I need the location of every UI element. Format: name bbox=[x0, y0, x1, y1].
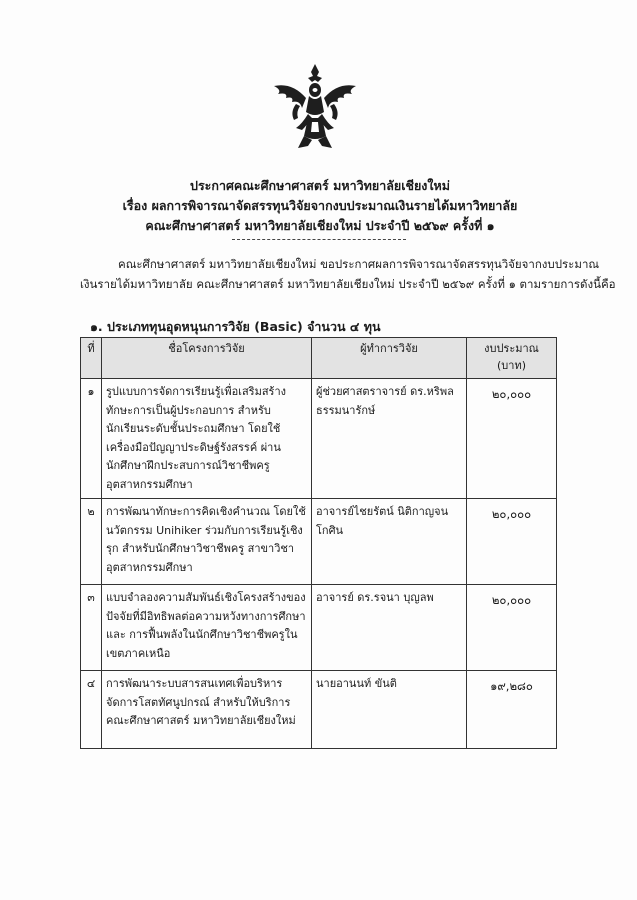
budget-cell bbox=[467, 671, 557, 749]
budget-cell bbox=[467, 585, 557, 671]
divider-rule bbox=[232, 239, 406, 240]
project-title: รูปแบบการจัดการเรียนรู้เพื่อเสริมสร้างทักษะการเป็นผู้ประกอบการ สำหรับนักเรียนระดับชั้นประถมศึกษา โดยใช้เครื่องมือปัญญาประดิษฐ์รังสรรค์ ผ่านนักศึกษาฝึกประสบการณ์วิชาชีพครูอุตสาหกรรมศึกษา bbox=[102, 379, 312, 499]
row-number: ๓ bbox=[81, 585, 102, 671]
budget-amount: ๒๐,๐๐๐ bbox=[491, 507, 532, 521]
researcher-name: อาจารย์ ดร.รจนา บุญลพ bbox=[312, 585, 467, 671]
announcement-subject-line2: คณะศึกษาศาสตร์ มหาวิทยาลัยเชียงใหม่ ประจำปี ๒๕๖๙ ครั้งที่ ๑ bbox=[145, 218, 495, 233]
grant-table bbox=[80, 337, 557, 749]
section-heading: ๑. ประเภททุนอุดหนุนการวิจัย (Basic) จำนวน ๔ ทุน bbox=[90, 319, 381, 334]
budget-cell bbox=[467, 379, 557, 499]
table-row bbox=[81, 379, 557, 499]
project-title: แบบจำลองความสัมพันธ์เชิงโครงสร้างของปัจจัยที่มีอิทธิพลต่อความหวังทางการศึกษา และ การฟื้นพลังในนักศึกษาวิชาชีพครูในเขตภาคเหนือ bbox=[102, 585, 312, 671]
announcement-subject: เรื่อง ผลการพิจารณาจัดสรรทุนวิจัยจากงบประมาณเงินรายได้มหาวิทยาลัย bbox=[122, 198, 518, 213]
budget-cell bbox=[467, 499, 557, 585]
row-number: ๑ bbox=[81, 379, 102, 499]
budget-amount: ๒๐,๐๐๐ bbox=[491, 593, 532, 607]
header-budget-unit: (บาท) bbox=[497, 359, 526, 372]
header-budget-label: งบประมาณ bbox=[484, 342, 539, 355]
researcher-name: อาจารย์ไชยรัตน์ นิติกาญจนโกศิน bbox=[312, 499, 467, 585]
intro-paragraph-line2: เงินรายได้มหาวิทยาลัย คณะศึกษาศาสตร์ มหาวิทยาลัยเชียงใหม่ ประจำปี ๒๕๖๙ ครั้งที่ ๑ ตามรายการดังนี้คือ bbox=[80, 277, 616, 291]
researcher-name: นายอานนท์ ขันติ bbox=[312, 671, 467, 749]
project-title: การพัฒนาระบบสารสนเทศเพื่อบริหารจัดการโสตทัศนูปกรณ์ สำหรับให้บริการ คณะศึกษาศาสตร์ มหาวิทยาลัยเชียงใหม่ bbox=[102, 671, 312, 749]
table-row bbox=[81, 585, 557, 671]
announcement-title: ประกาศคณะศึกษาศาสตร์ มหาวิทยาลัยเชียงใหม่ bbox=[190, 178, 450, 193]
table-header-row bbox=[81, 338, 557, 379]
header-no: ที่ bbox=[81, 338, 102, 379]
row-number: ๔ bbox=[81, 671, 102, 749]
project-title: การพัฒนาทักษะการคิดเชิงคำนวณ โดยใช้นวัตกรรม Unihiker ร่วมกับการเรียนรู้เชิงรุก สำหรับนักศึกษาวิชาชีพครู สาขาวิชาอุตสาหกรรมศึกษา bbox=[102, 499, 312, 585]
budget-amount: ๑๙,๒๘๐ bbox=[490, 679, 533, 693]
table-row bbox=[81, 671, 557, 749]
table-row bbox=[81, 499, 557, 585]
header-budget bbox=[467, 338, 557, 379]
budget-amount: ๒๐,๐๐๐ bbox=[491, 387, 532, 401]
garuda-emblem-icon bbox=[268, 62, 362, 154]
intro-paragraph-line1: คณะศึกษาศาสตร์ มหาวิทยาลัยเชียงใหม่ ขอประกาศผลการพิจารณาจัดสรรทุนวิจัยจากงบประมาณ bbox=[118, 257, 600, 271]
header-researcher: ผู้ทำการวิจัย bbox=[312, 338, 467, 379]
researcher-name: ผู้ช่วยศาสตราจารย์ ดร.หริพล ธรรมนารักษ์ bbox=[312, 379, 467, 499]
row-number: ๒ bbox=[81, 499, 102, 585]
header-project: ชื่อโครงการวิจัย bbox=[102, 338, 312, 379]
